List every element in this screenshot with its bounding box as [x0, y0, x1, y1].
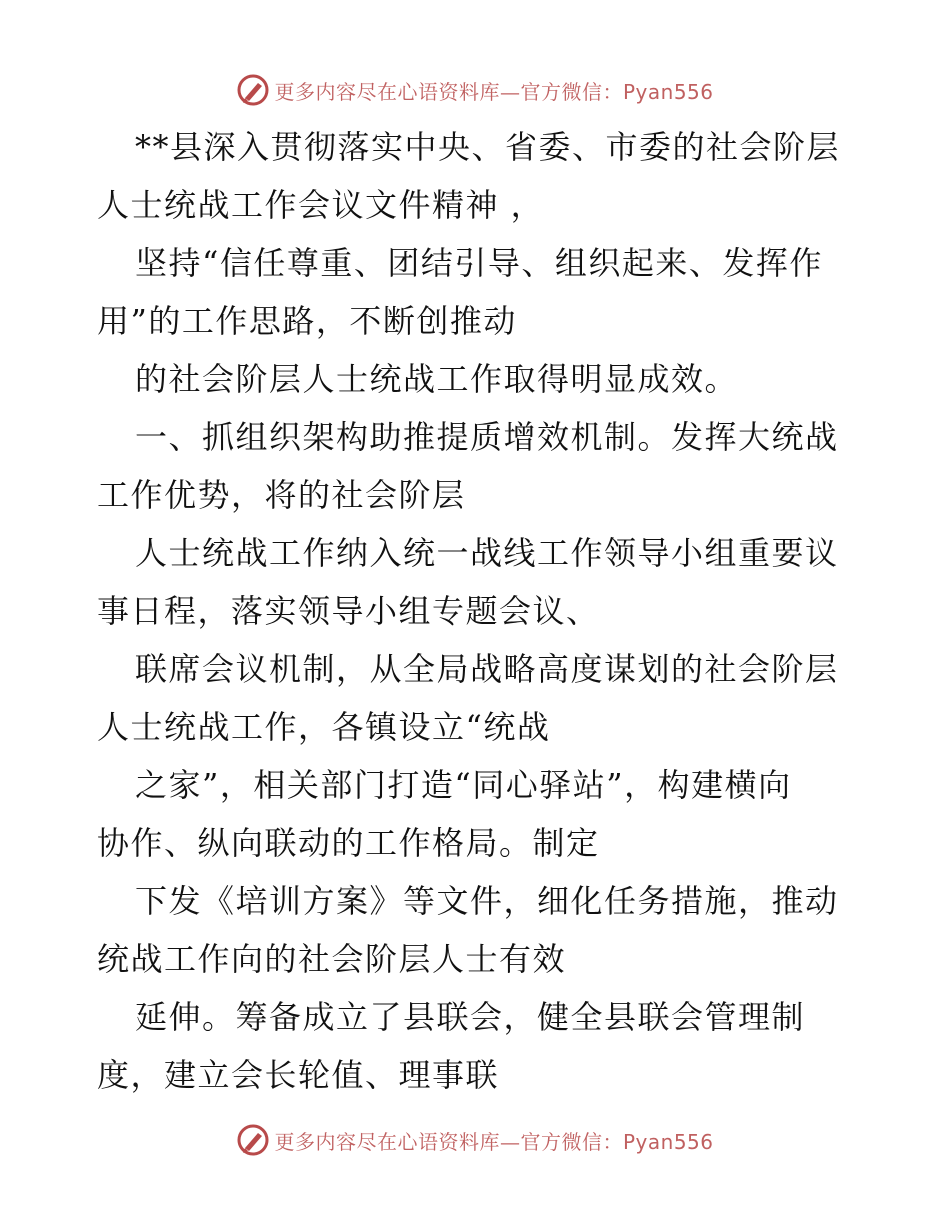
body-line: 事日程，落实领导小组专题会议、 — [97, 592, 600, 630]
body-line: 坚持“信任尊重、团结引导、组织起来、发挥作 — [135, 244, 823, 282]
pen-logo-icon — [236, 73, 270, 107]
body-line: **县深入贯彻落实中央、省委、市委的社会阶层 — [135, 128, 841, 166]
watermark-wechat-id: Pyan556 — [622, 1129, 714, 1154]
body-line: 下发《培训方案》等文件，细化任务措施，推动 — [135, 882, 839, 920]
watermark-wechat-id: Pyan556 — [622, 79, 714, 104]
watermark-text: 更多内容尽在心语资料库—官方微信：Pyan556 — [274, 79, 714, 104]
pen-logo-icon — [236, 1123, 270, 1157]
body-line: 协作、纵向联动的工作格局。制定 — [97, 824, 600, 862]
body-line: 之家”，相关部门打造“同心驿站”，构建横向 — [135, 766, 792, 804]
footer-watermark — [0, 1120, 950, 1160]
body-line: 一、抓组织架构助推提质增效机制。发挥大统战 — [135, 418, 839, 456]
body-line: 统战工作向的社会阶层人士有效 — [97, 940, 567, 978]
body-line: 用”的工作思路，不断创推动 — [97, 302, 517, 340]
body-line: 联席会议机制，从全局战略高度谋划的社会阶层 — [135, 650, 839, 688]
header-watermark — [0, 70, 950, 110]
body-line: 工作优势，将的社会阶层 — [97, 476, 466, 514]
body-line: 人士统战工作会议文件精神 ， — [97, 186, 545, 224]
body-line: 人士统战工作纳入统一战线工作领导小组重要议 — [135, 534, 839, 572]
body-line: 延伸。筹备成立了县联会，健全县联会管理制 — [135, 998, 806, 1036]
body-line: 人士统战工作，各镇设立“统战 — [97, 708, 551, 746]
body-line: 度，建立会长轮值、理事联 — [97, 1056, 500, 1094]
document-body — [97, 118, 857, 1104]
body-line: 的社会阶层人士统战工作取得明显成效。 — [135, 360, 739, 398]
watermark-text: 更多内容尽在心语资料库—官方微信：Pyan556 — [274, 1129, 714, 1154]
